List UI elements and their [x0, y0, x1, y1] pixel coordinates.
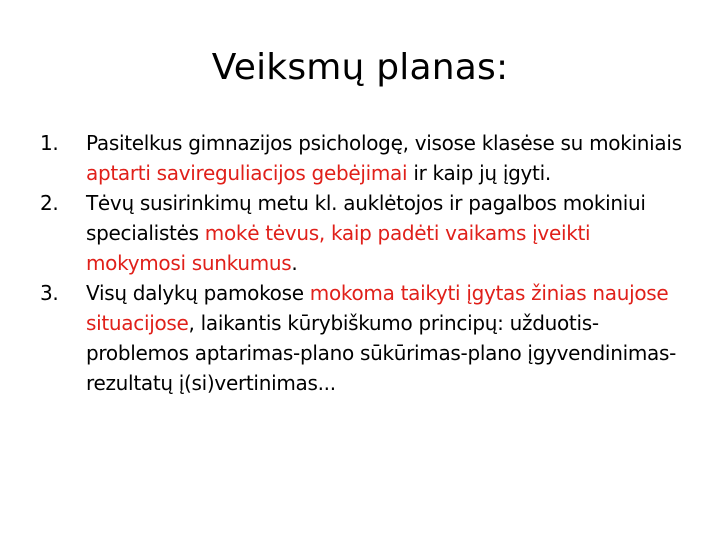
action-plan-list	[40, 128, 690, 398]
item-text: Visų dalykų pamokose	[86, 281, 310, 305]
list-item	[40, 128, 690, 188]
item-text: ir kaip jų įgyti.	[407, 161, 551, 185]
item-text: .	[291, 251, 298, 275]
list-item	[40, 278, 690, 398]
list-item-number: 2.	[40, 191, 59, 215]
item-highlight-text: mokė tėvus, kaip padėti vaikams įveikti mokymosi sunkumus	[86, 221, 591, 275]
item-highlight-text: aptarti savireguliacijos gebėjimai	[86, 161, 408, 185]
item-text: , laikantis kūrybiškumo principų: užduotis-problemos aptarimas-plano sūkūrimas-plano įgyvendinimas-rezultatų į(si)vertinimas...	[86, 311, 676, 395]
list-item-number: 3.	[40, 281, 59, 305]
item-text: Tėvų susirinkimų metu kl. auklėtojos ir pagalbos mokiniui specialistės	[86, 191, 646, 245]
item-text: Pasitelkus gimnazijos psichologę, visose klasėse su mokiniais	[86, 131, 682, 155]
list-item	[40, 188, 690, 278]
slide-title: Veiksmų planas:	[211, 47, 509, 88]
item-highlight-text: mokoma taikyti įgytas žinias naujose situacijose	[86, 281, 669, 335]
list-item-number: 1.	[40, 131, 59, 155]
